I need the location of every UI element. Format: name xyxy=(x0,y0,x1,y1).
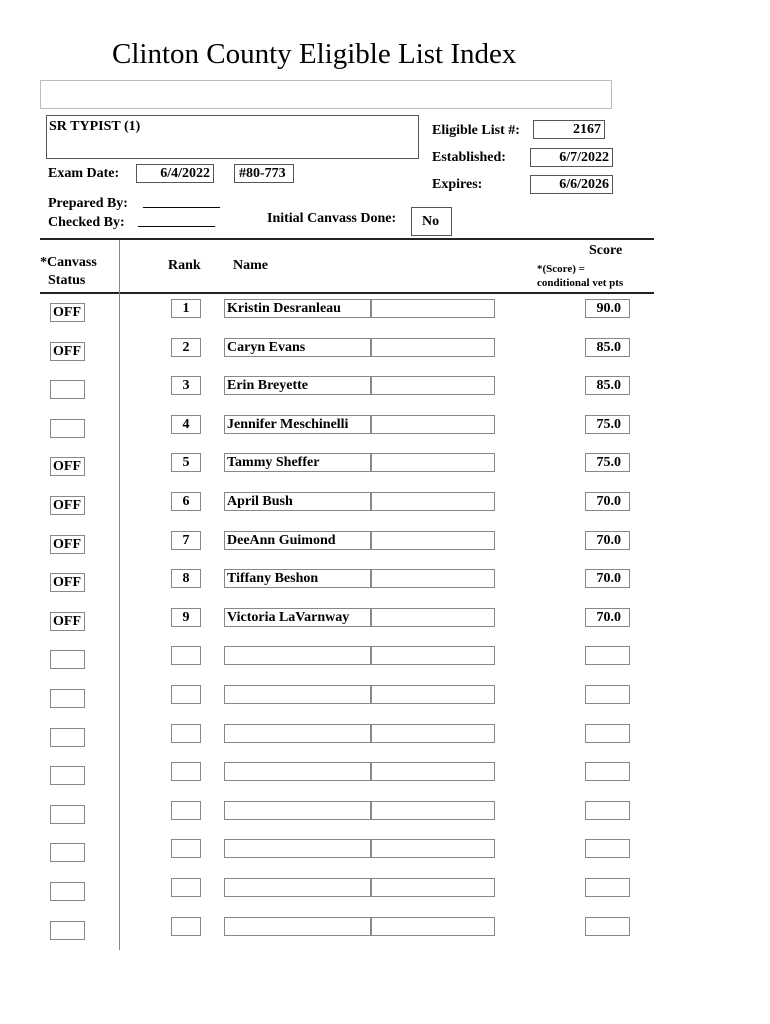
prepared-by-label: Prepared By: xyxy=(48,196,128,211)
status-field[interactable]: OFF xyxy=(50,303,85,322)
score-field[interactable]: 85.0 xyxy=(585,338,630,357)
name-field[interactable]: Victoria LaVarnway xyxy=(224,608,371,627)
name-field[interactable]: Tiffany Beshon xyxy=(224,569,371,588)
job-title-field[interactable]: SR TYPIST (1) xyxy=(46,115,419,159)
rank-field[interactable]: 6 xyxy=(171,492,201,511)
name-field[interactable]: Kristin Desranleau xyxy=(224,299,371,318)
note-field[interactable] xyxy=(371,608,495,627)
rank-field[interactable] xyxy=(171,646,201,665)
established-field[interactable]: 6/7/2022 xyxy=(530,148,613,167)
established-label: Established: xyxy=(432,150,506,165)
rank-field[interactable]: 1 xyxy=(171,299,201,318)
score-field[interactable]: 90.0 xyxy=(585,299,630,318)
status-field[interactable] xyxy=(50,843,85,862)
rank-field[interactable]: 3 xyxy=(171,376,201,395)
note-field[interactable] xyxy=(371,685,495,704)
note-field[interactable] xyxy=(371,492,495,511)
score-field[interactable]: 75.0 xyxy=(585,453,630,472)
rank-field[interactable] xyxy=(171,839,201,858)
note-field[interactable] xyxy=(371,531,495,550)
score-field[interactable] xyxy=(585,646,630,665)
status-column-divider xyxy=(119,240,120,950)
header-input-field[interactable] xyxy=(40,80,612,109)
score-field[interactable] xyxy=(585,801,630,820)
checked-by-label: Checked By: xyxy=(48,215,125,230)
status-field[interactable] xyxy=(50,921,85,940)
name-field[interactable]: Erin Breyette xyxy=(224,376,371,395)
canvass-label: Initial Canvass Done: xyxy=(267,211,397,226)
rank-field[interactable]: 4 xyxy=(171,415,201,434)
canvass-header-line2: Status xyxy=(48,273,86,288)
exam-date-label: Exam Date: xyxy=(48,166,120,181)
status-field[interactable]: OFF xyxy=(50,342,85,361)
status-field[interactable]: OFF xyxy=(50,535,85,554)
rank-field[interactable] xyxy=(171,724,201,743)
score-field[interactable]: 70.0 xyxy=(585,492,630,511)
status-field[interactable]: OFF xyxy=(50,457,85,476)
canvass-field[interactable]: No xyxy=(411,207,452,236)
note-field[interactable] xyxy=(371,801,495,820)
rank-field[interactable] xyxy=(171,878,201,897)
score-field[interactable] xyxy=(585,685,630,704)
score-header: Score xyxy=(589,243,623,258)
prepared-by-line: ___________ xyxy=(143,195,220,210)
score-field[interactable] xyxy=(585,762,630,781)
name-field[interactable]: Caryn Evans xyxy=(224,338,371,357)
name-field[interactable]: DeeAnn Guimond xyxy=(224,531,371,550)
header-top-rule xyxy=(40,238,654,240)
score-field[interactable] xyxy=(585,878,630,897)
rank-field[interactable]: 5 xyxy=(171,453,201,472)
expires-label: Expires: xyxy=(432,177,483,192)
rank-field[interactable] xyxy=(171,917,201,936)
status-field[interactable] xyxy=(50,766,85,785)
name-field[interactable]: April Bush xyxy=(224,492,371,511)
note-field[interactable] xyxy=(371,878,495,897)
score-field[interactable]: 85.0 xyxy=(585,376,630,395)
status-field[interactable] xyxy=(50,650,85,669)
name-header: Name xyxy=(233,258,268,273)
name-field[interactable] xyxy=(224,685,371,704)
score-field[interactable] xyxy=(585,839,630,858)
status-field[interactable]: OFF xyxy=(50,612,85,631)
rank-field[interactable] xyxy=(171,762,201,781)
score-field[interactable]: 75.0 xyxy=(585,415,630,434)
name-field[interactable] xyxy=(224,839,371,858)
status-field[interactable] xyxy=(50,728,85,747)
note-field[interactable] xyxy=(371,376,495,395)
rank-header: Rank xyxy=(168,258,201,273)
name-field[interactable] xyxy=(224,801,371,820)
name-field[interactable] xyxy=(224,724,371,743)
rank-field[interactable] xyxy=(171,801,201,820)
rank-field[interactable]: 7 xyxy=(171,531,201,550)
note-field[interactable] xyxy=(371,762,495,781)
note-field[interactable] xyxy=(371,646,495,665)
note-field[interactable] xyxy=(371,917,495,936)
header-bottom-rule xyxy=(40,292,654,294)
page-title: Clinton County Eligible List Index xyxy=(112,38,517,70)
note-field[interactable] xyxy=(371,724,495,743)
score-note-line2: conditional vet pts xyxy=(537,277,624,289)
rank-field[interactable] xyxy=(171,685,201,704)
note-field[interactable] xyxy=(371,338,495,357)
name-field[interactable] xyxy=(224,762,371,781)
score-field[interactable] xyxy=(585,917,630,936)
status-field[interactable] xyxy=(50,805,85,824)
status-field[interactable] xyxy=(50,380,85,399)
expires-field[interactable]: 6/6/2026 xyxy=(530,175,613,194)
status-field[interactable] xyxy=(50,419,85,438)
score-field[interactable] xyxy=(585,724,630,743)
score-note-line1: *(Score) = xyxy=(537,263,585,275)
status-field[interactable] xyxy=(50,689,85,708)
status-field[interactable] xyxy=(50,882,85,901)
name-field[interactable] xyxy=(224,646,371,665)
exam-date-field[interactable]: 6/4/2022 xyxy=(136,164,214,183)
name-field[interactable] xyxy=(224,878,371,897)
eligible-list-field[interactable]: 2167 xyxy=(533,120,605,139)
name-field[interactable] xyxy=(224,917,371,936)
note-field[interactable] xyxy=(371,415,495,434)
status-field[interactable]: OFF xyxy=(50,573,85,592)
note-field[interactable] xyxy=(371,839,495,858)
name-field[interactable]: Jennifer Meschinelli xyxy=(224,415,371,434)
note-field[interactable] xyxy=(371,299,495,318)
rank-field[interactable]: 2 xyxy=(171,338,201,357)
canvass-header-line1: *Canvass xyxy=(40,255,97,270)
name-field[interactable]: Tammy Sheffer xyxy=(224,453,371,472)
rank-field[interactable]: 8 xyxy=(171,569,201,588)
eligible-list-label: Eligible List #: xyxy=(432,123,520,138)
note-field[interactable] xyxy=(371,453,495,472)
rank-field[interactable]: 9 xyxy=(171,608,201,627)
exam-number-field[interactable]: #80-773 xyxy=(234,164,294,183)
status-field[interactable]: OFF xyxy=(50,496,85,515)
score-field[interactable]: 70.0 xyxy=(585,531,630,550)
score-field[interactable]: 70.0 xyxy=(585,569,630,588)
score-field[interactable]: 70.0 xyxy=(585,608,630,627)
note-field[interactable] xyxy=(371,569,495,588)
checked-by-line: ___________ xyxy=(138,214,215,229)
